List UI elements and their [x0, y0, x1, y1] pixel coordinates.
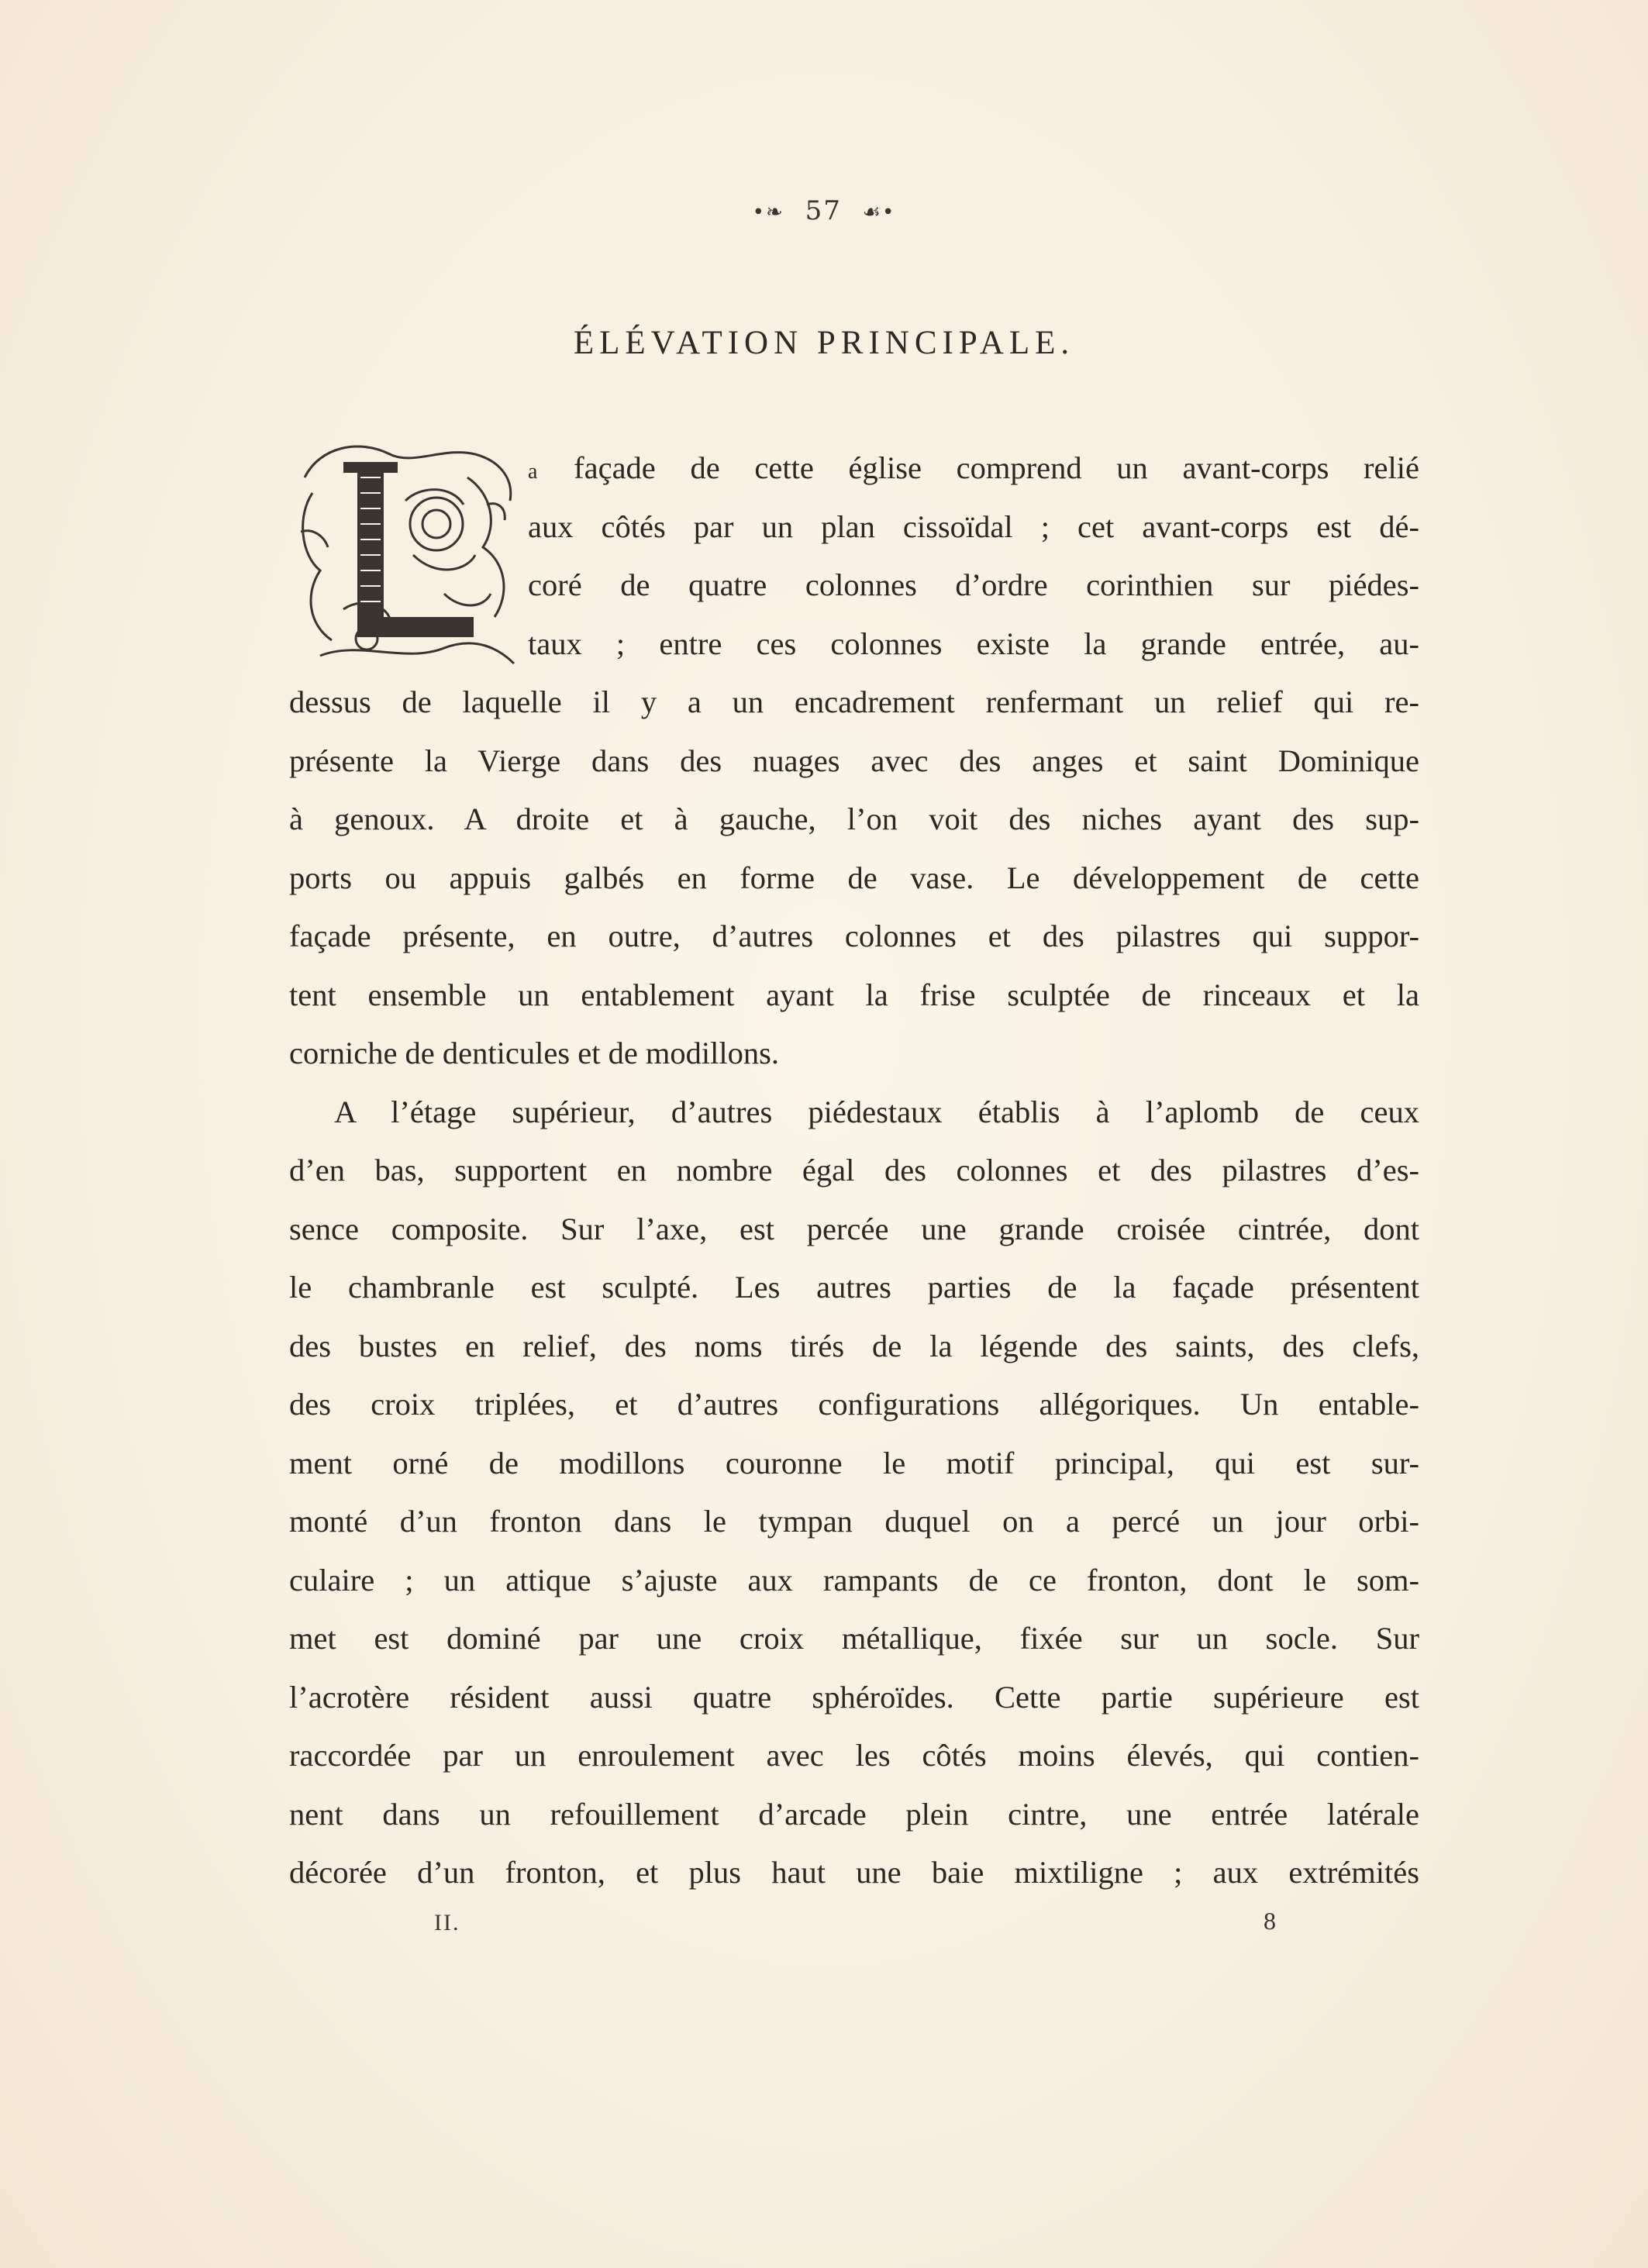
section-title: ÉLÉVATION PRINCIPALE. [573, 325, 1075, 361]
text-line: ports ou appuis galbés en forme de vase. Le développement de cette [289, 860, 1419, 895]
text-line: coré de quatre colonnes d’ordre corinthien sur piédes- [528, 567, 1419, 602]
text-line: corniche de denticules et de modillons. [289, 1036, 780, 1070]
text-line: sence composite. Sur l’axe, est percée une grande croisée cintrée, dont [289, 1211, 1419, 1246]
text-line: l’acrotère résident aussi quatre sphéroïdes. Cette partie supérieure est [289, 1679, 1419, 1715]
text-line: tent ensemble un entablement ayant la frise sculptée de rinceaux et la [289, 977, 1419, 1012]
text-line: le chambranle est sculpté. Les autres parties de la façade présentent [289, 1270, 1419, 1305]
text-line: nent dans un refouillement d’arcade plein cintre, une entrée latérale [289, 1796, 1419, 1832]
text-line: présente la Vierge dans des nuages avec des anges et saint Dominique [289, 743, 1419, 778]
text-line: des croix triplées, et d’autres configurations allégoriques. Un entable- [289, 1387, 1419, 1422]
first-word-rest: a [528, 460, 540, 484]
text-line: monté d’un fronton dans le tympan duquel on a percé un jour orbi- [289, 1504, 1419, 1539]
drop-cap-letter: L [289, 431, 290, 432]
text-line: aux côtés par un plan cissoïdal ; cet avant-corps est dé- [528, 508, 1419, 544]
text-line: à genoux. A droite et à gauche, l’on voit des niches ayant des sup- [289, 801, 1419, 836]
text-line: ment orné de modillons couronne le motif principal, qui est sur- [289, 1445, 1419, 1480]
page-number: 57 [805, 195, 842, 226]
page-header [0, 195, 1648, 226]
text-line: taux ; entre ces colonnes existe la grande entrée, au- [528, 626, 1419, 661]
text-line: raccordée par un enroulement avec les côtés moins élevés, qui contien- [289, 1738, 1419, 1773]
ornament-right-icon: ☙• [862, 201, 896, 224]
text-line: décorée d’un fronton, et plus haut une baie mixtiligne ; aux extrémités [289, 1855, 1419, 1890]
signature-mark: 8 [1264, 1907, 1276, 1935]
text-line: des bustes en relief, des noms tirés de la légende des saints, des clefs, [289, 1328, 1419, 1363]
text-line: met est dominé par une croix métallique, fixée sur un socle. Sur [289, 1621, 1419, 1656]
text-line: d’en bas, supportent en nombre égal des colonnes et des pilastres d’es- [289, 1153, 1419, 1187]
text-line: culaire ; un attique s’ajuste aux rampants de ce fronton, dont le som- [289, 1562, 1419, 1598]
text-line: façade présente, en outre, d’autres colonnes et des pilastres qui suppor- [289, 919, 1419, 953]
volume-number: II. [434, 1910, 460, 1935]
text-line: dessus de laquelle il y a un encadrement renfermant un relief qui re- [289, 684, 1419, 719]
text-line: A l’étage supérieur, d’autres piédestaux établis à l’aplomb de ceux [334, 1094, 1419, 1129]
ornament-left-icon: •❧ [752, 201, 784, 224]
body-text [289, 439, 1419, 1902]
text-line: a façade de cette église comprend un avant-corps relié [528, 450, 1419, 485]
